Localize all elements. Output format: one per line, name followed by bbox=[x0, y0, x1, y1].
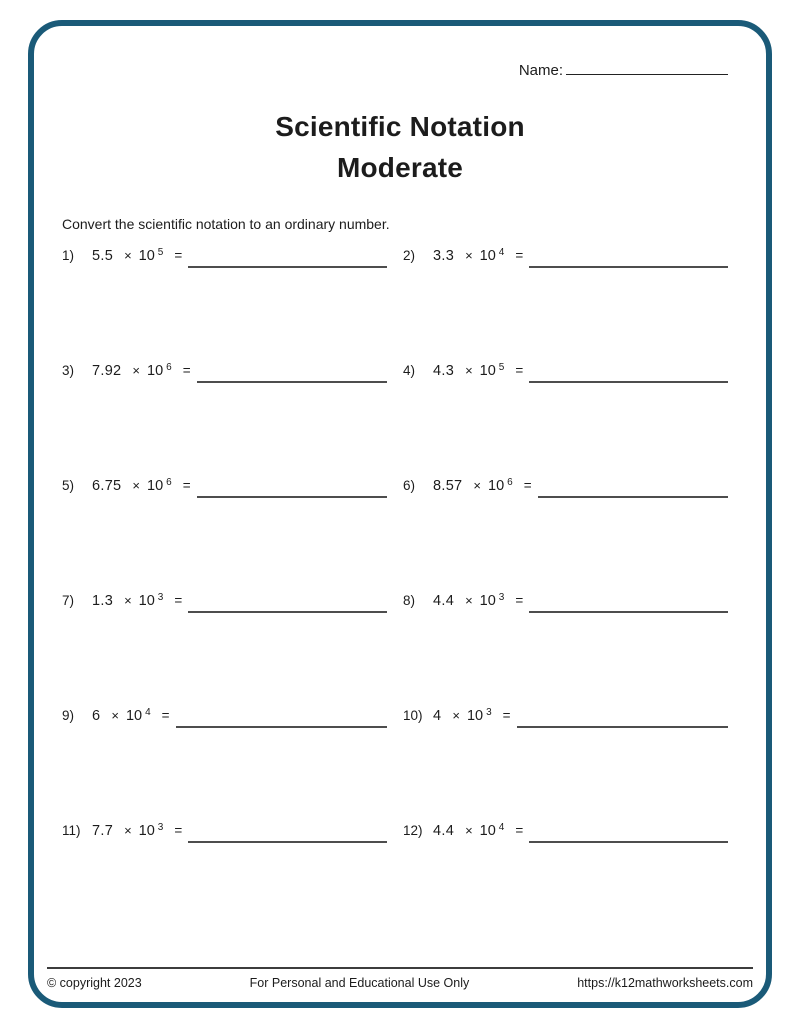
worksheet-border-frame bbox=[28, 20, 772, 1008]
multiply-sign: × bbox=[124, 593, 132, 608]
problem-number: 7) bbox=[62, 593, 75, 608]
problem-item bbox=[62, 823, 387, 938]
problem-number: 12) bbox=[403, 823, 423, 838]
problem-exponent: 3 bbox=[498, 592, 505, 603]
equals-sign: = bbox=[502, 708, 511, 723]
multiply-sign: × bbox=[132, 363, 141, 378]
equals-sign: = bbox=[161, 708, 170, 723]
problem-exponent: 5 bbox=[157, 247, 164, 258]
base-ten: 10 bbox=[479, 593, 496, 609]
footer-copyright: © copyright 2023 bbox=[47, 976, 142, 990]
base-ten: 10 bbox=[479, 363, 496, 379]
problem-exponent: 4 bbox=[145, 707, 151, 718]
footer-url-link[interactable]: https://k12mathworksheets.com bbox=[577, 976, 753, 990]
problem-item bbox=[403, 593, 728, 708]
multiply-sign: × bbox=[132, 478, 141, 493]
problem-number: 9) bbox=[62, 708, 75, 723]
multiply-sign: × bbox=[452, 708, 460, 723]
answer-blank-line[interactable] bbox=[529, 611, 728, 613]
equals-sign: = bbox=[174, 593, 183, 608]
problem-item bbox=[62, 363, 387, 478]
problem-coefficient: 1.3 bbox=[92, 593, 114, 609]
problem-exponent: 6 bbox=[166, 477, 172, 488]
problem-exponent: 3 bbox=[157, 592, 164, 603]
answer-blank-line[interactable] bbox=[188, 611, 387, 613]
multiply-sign: × bbox=[465, 248, 473, 263]
equals-sign: = bbox=[182, 478, 191, 493]
answer-blank-line[interactable] bbox=[529, 381, 728, 383]
base-ten: 10 bbox=[138, 593, 155, 609]
problem-item bbox=[403, 363, 728, 478]
problem-exponent: 3 bbox=[486, 707, 492, 718]
worksheet-title bbox=[34, 106, 766, 188]
problem-item bbox=[403, 478, 728, 593]
problem-coefficient: 4.3 bbox=[433, 363, 455, 379]
problem-number: 10) bbox=[403, 708, 423, 723]
problem-coefficient: 8.57 bbox=[433, 478, 463, 494]
name-label: Name: bbox=[518, 62, 563, 79]
problems-grid bbox=[62, 248, 766, 938]
answer-blank-line[interactable] bbox=[197, 381, 387, 383]
problem-exponent: 4 bbox=[498, 247, 505, 258]
problem-number: 3) bbox=[62, 363, 75, 378]
problem-coefficient: 7.92 bbox=[92, 363, 122, 379]
problem-number: 6) bbox=[403, 478, 416, 493]
base-ten: 10 bbox=[466, 708, 484, 724]
answer-blank-line[interactable] bbox=[188, 266, 387, 268]
footer-usage: For Personal and Educational Use Only bbox=[249, 976, 470, 990]
equals-sign: = bbox=[515, 363, 524, 378]
base-ten: 10 bbox=[479, 823, 496, 839]
instruction-text: Convert the scientific notation to an ordinary number. bbox=[62, 216, 390, 232]
problem-coefficient: 4 bbox=[433, 708, 442, 724]
base-ten: 10 bbox=[138, 248, 155, 264]
base-ten: 10 bbox=[147, 363, 164, 379]
base-ten: 10 bbox=[479, 248, 496, 264]
problem-number: 4) bbox=[403, 363, 416, 378]
problem-item bbox=[403, 708, 728, 823]
problem-exponent: 4 bbox=[498, 822, 505, 833]
problem-coefficient: 6.75 bbox=[92, 478, 122, 494]
answer-blank-line[interactable] bbox=[188, 841, 387, 843]
problem-coefficient: 3.3 bbox=[433, 248, 455, 264]
name-blank-line[interactable] bbox=[566, 61, 728, 75]
equals-sign: = bbox=[174, 823, 183, 838]
multiply-sign: × bbox=[465, 593, 473, 608]
problem-coefficient: 4.4 bbox=[433, 593, 455, 609]
problem-item bbox=[403, 248, 728, 363]
title-line-1: Scientific Notation bbox=[275, 111, 525, 142]
footer bbox=[47, 967, 753, 990]
multiply-sign: × bbox=[465, 363, 473, 378]
base-ten: 10 bbox=[488, 478, 505, 494]
multiply-sign: × bbox=[111, 708, 119, 723]
problem-coefficient: 6 bbox=[92, 708, 101, 724]
problem-number: 2) bbox=[403, 248, 416, 263]
problem-coefficient: 7.7 bbox=[92, 823, 114, 839]
equals-sign: = bbox=[174, 248, 183, 263]
problem-number: 1) bbox=[62, 248, 75, 263]
problem-item bbox=[62, 478, 387, 593]
answer-blank-line[interactable] bbox=[176, 726, 387, 728]
name-row bbox=[34, 26, 766, 79]
answer-blank-line[interactable] bbox=[529, 841, 728, 843]
problem-item bbox=[62, 708, 387, 823]
problem-exponent: 3 bbox=[157, 822, 164, 833]
multiply-sign: × bbox=[124, 248, 132, 263]
problem-number: 11) bbox=[62, 823, 81, 838]
equals-sign: = bbox=[515, 593, 524, 608]
problem-exponent: 5 bbox=[498, 362, 505, 373]
equals-sign: = bbox=[515, 248, 524, 263]
base-ten: 10 bbox=[138, 823, 155, 839]
problem-exponent: 6 bbox=[507, 477, 513, 488]
problem-exponent: 6 bbox=[166, 362, 172, 373]
multiply-sign: × bbox=[124, 823, 132, 838]
multiply-sign: × bbox=[465, 823, 473, 838]
base-ten: 10 bbox=[147, 478, 164, 494]
equals-sign: = bbox=[182, 363, 191, 378]
problem-number: 8) bbox=[403, 593, 416, 608]
title-line-2: Moderate bbox=[336, 152, 464, 183]
problem-number: 5) bbox=[62, 478, 75, 493]
problem-item bbox=[403, 823, 728, 938]
equals-sign: = bbox=[515, 823, 524, 838]
problem-item bbox=[62, 248, 387, 363]
multiply-sign: × bbox=[473, 478, 482, 493]
problem-coefficient: 4.4 bbox=[433, 823, 455, 839]
answer-blank-line[interactable] bbox=[517, 726, 728, 728]
answer-blank-line[interactable] bbox=[197, 496, 387, 498]
problem-item bbox=[62, 593, 387, 708]
problem-coefficient: 5.5 bbox=[92, 248, 114, 264]
base-ten: 10 bbox=[125, 708, 143, 724]
answer-blank-line[interactable] bbox=[529, 266, 728, 268]
equals-sign: = bbox=[523, 478, 532, 493]
answer-blank-line[interactable] bbox=[538, 496, 728, 498]
